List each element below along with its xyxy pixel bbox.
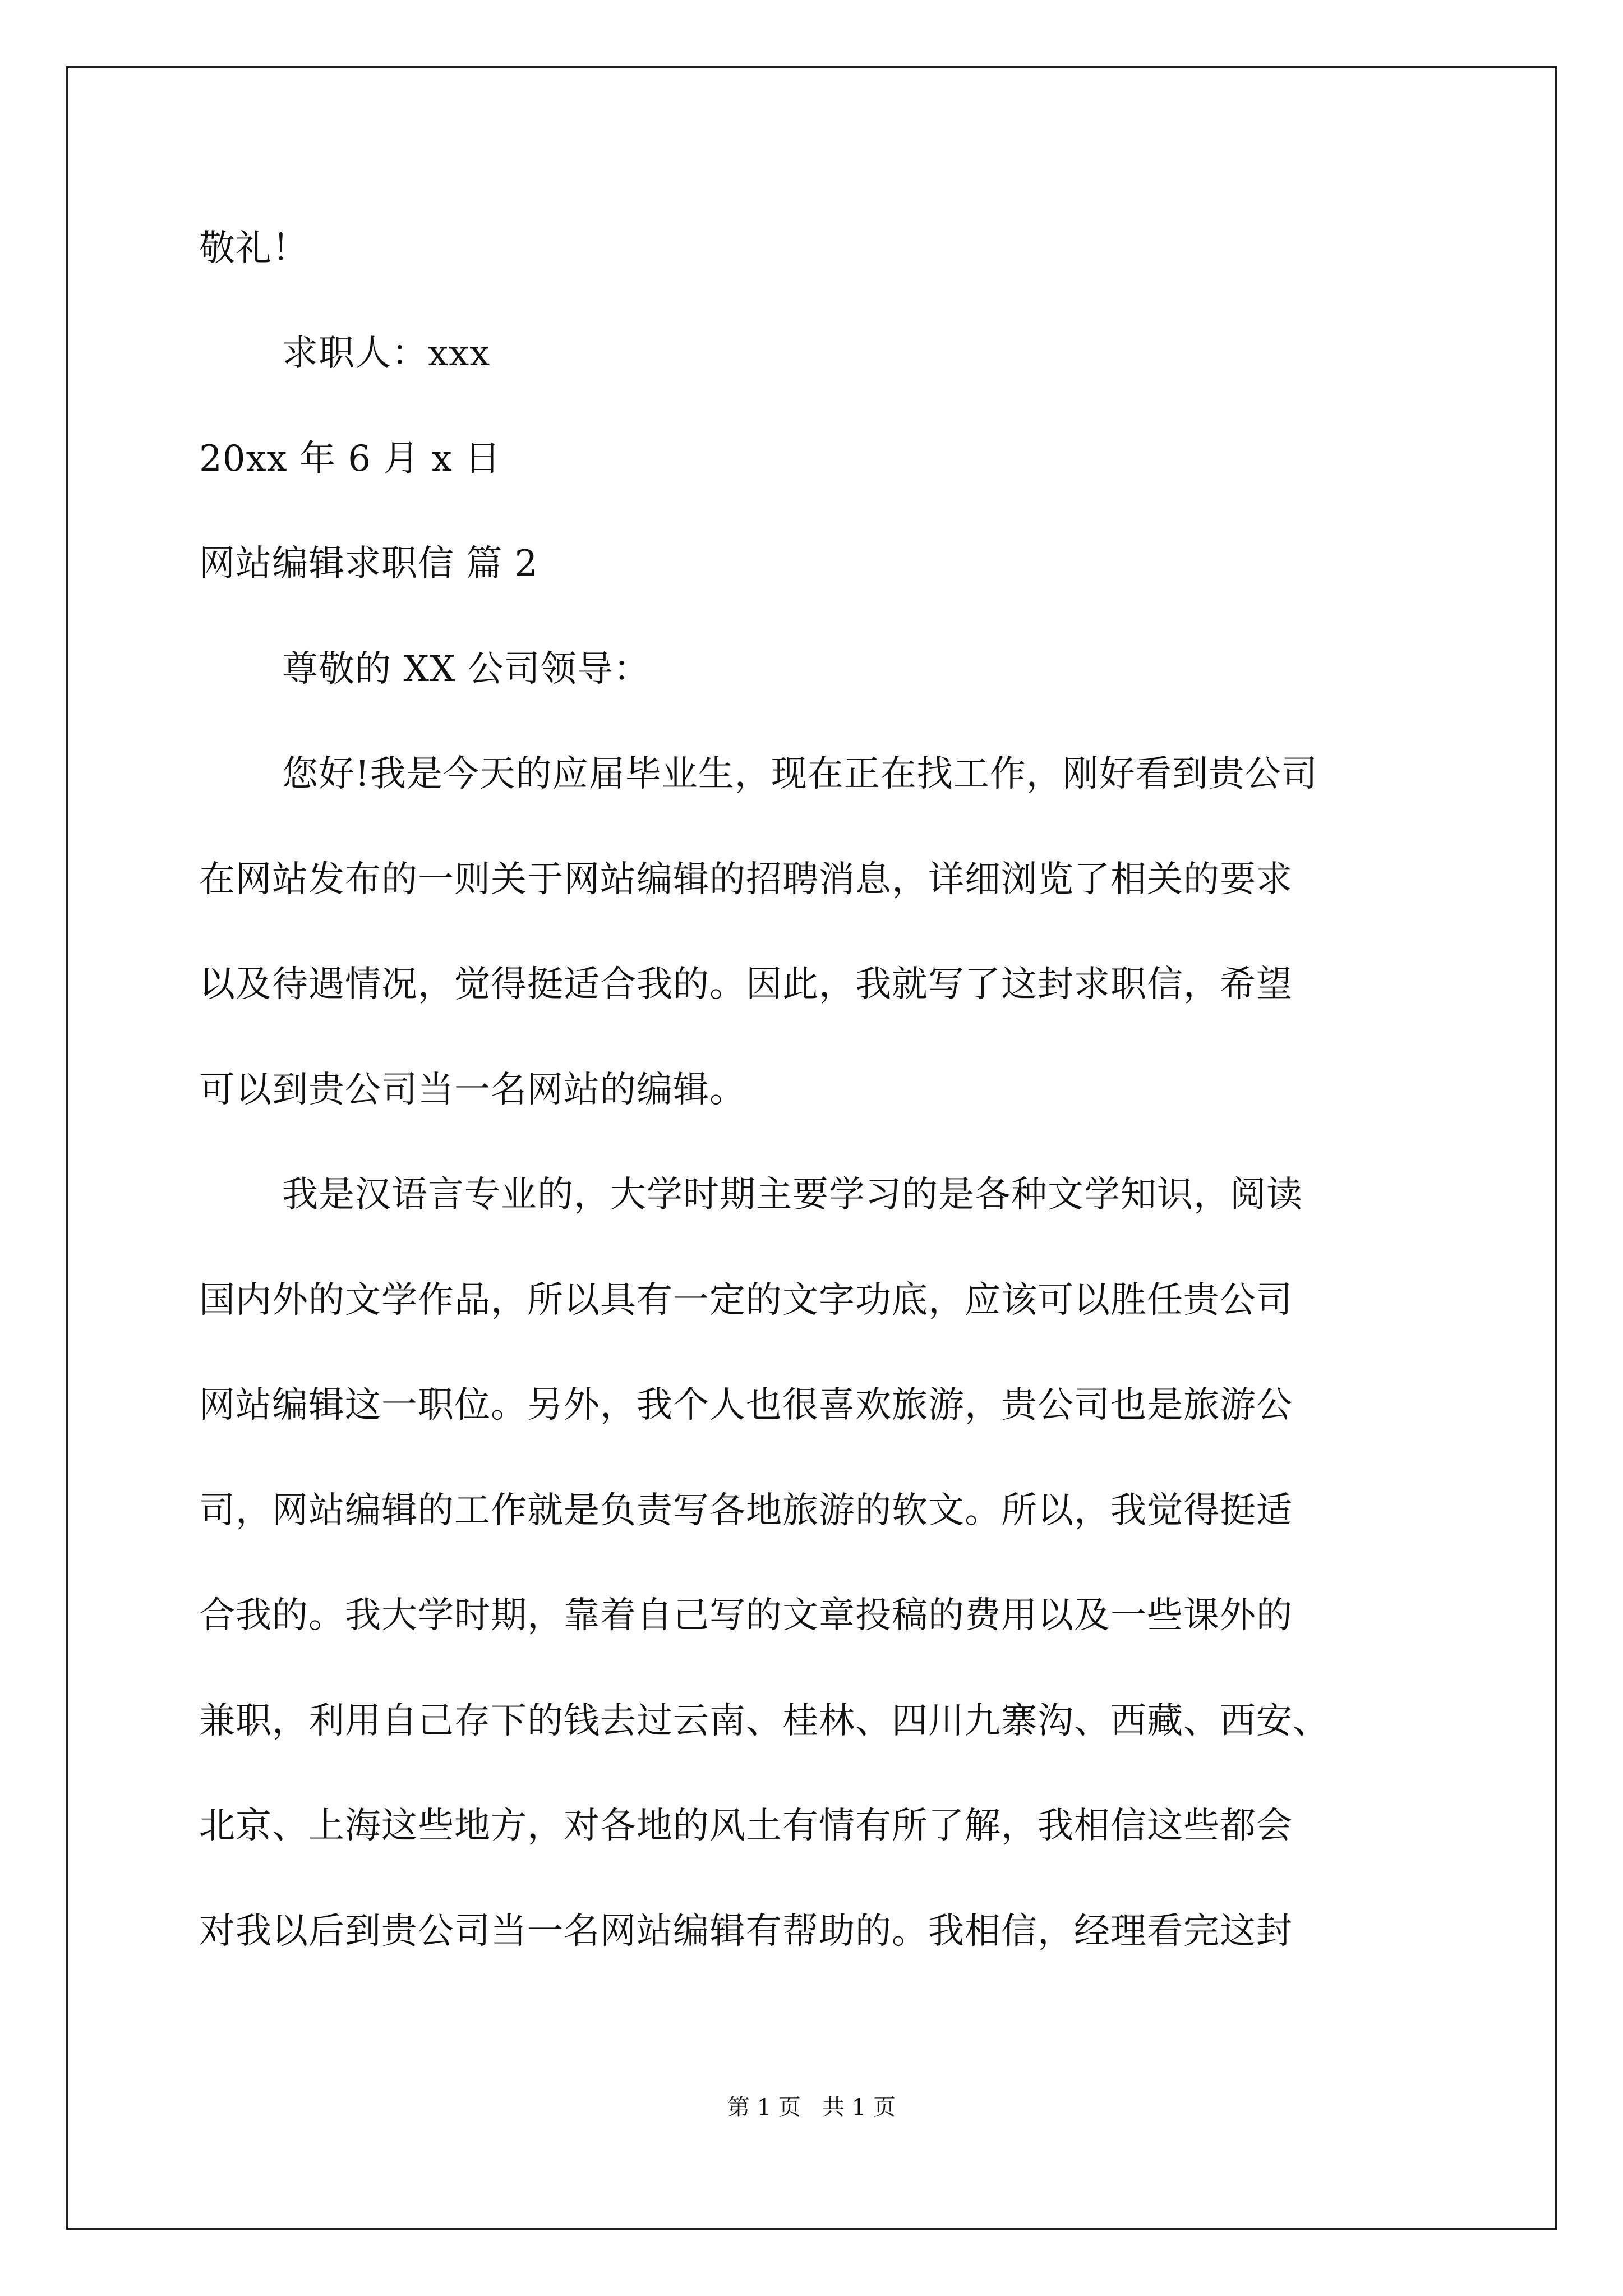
body-line: 对我以后到贵公司当一名网站编辑有帮助的。我相信，经理看完这封 <box>199 1911 1293 1952</box>
body-line: 以及待遇情况，觉得挺适合我的。因此，我就写了这封求职信，希望 <box>199 964 1293 1005</box>
salutation: 尊敬的 XX 公司领导： <box>282 648 650 690</box>
body-line: 兼职，利用自己存下的钱去过云南、桂林、四川九寨沟、西藏、西安、 <box>199 1700 1329 1742</box>
section-heading: 网站编辑求职信 篇 2 <box>199 543 538 585</box>
body-line: 国内外的文学作品，所以具有一定的文字功底，应该可以胜任贵公司 <box>199 1280 1293 1321</box>
body-line: 司，网站编辑的工作就是负责写各地旅游的软文。所以，我觉得挺适 <box>199 1490 1293 1531</box>
page-footer: 第 1 页 共 1 页 <box>727 2095 896 2120</box>
date-line: 20xx 年 6 月 x 日 <box>199 438 501 480</box>
page-border <box>66 66 1557 2230</box>
signature-line: 求职人：xxx <box>282 333 491 374</box>
body-line: 您好!我是今天的应届毕业生，现在正在找工作，刚好看到贵公司 <box>282 753 1318 795</box>
body-line: 网站编辑这一职位。另外，我个人也很喜欢旅游，贵公司也是旅游公 <box>199 1384 1293 1426</box>
body-line: 可以到贵公司当一名网站的编辑。 <box>199 1069 746 1111</box>
body-line: 我是汉语言专业的，大学时期主要学习的是各种文学知识，阅读 <box>282 1174 1303 1216</box>
body-line: 在网站发布的一则关于网站编辑的招聘消息，详细浏览了相关的要求 <box>199 859 1293 900</box>
body-line: 北京、上海这些地方，对各地的风土有情有所了解，我相信这些都会 <box>199 1805 1293 1847</box>
closing-line: 敬礼！ <box>199 228 308 269</box>
body-line: 合我的。我大学时期，靠着自己写的文章投稿的费用以及一些课外的 <box>199 1595 1293 1636</box>
